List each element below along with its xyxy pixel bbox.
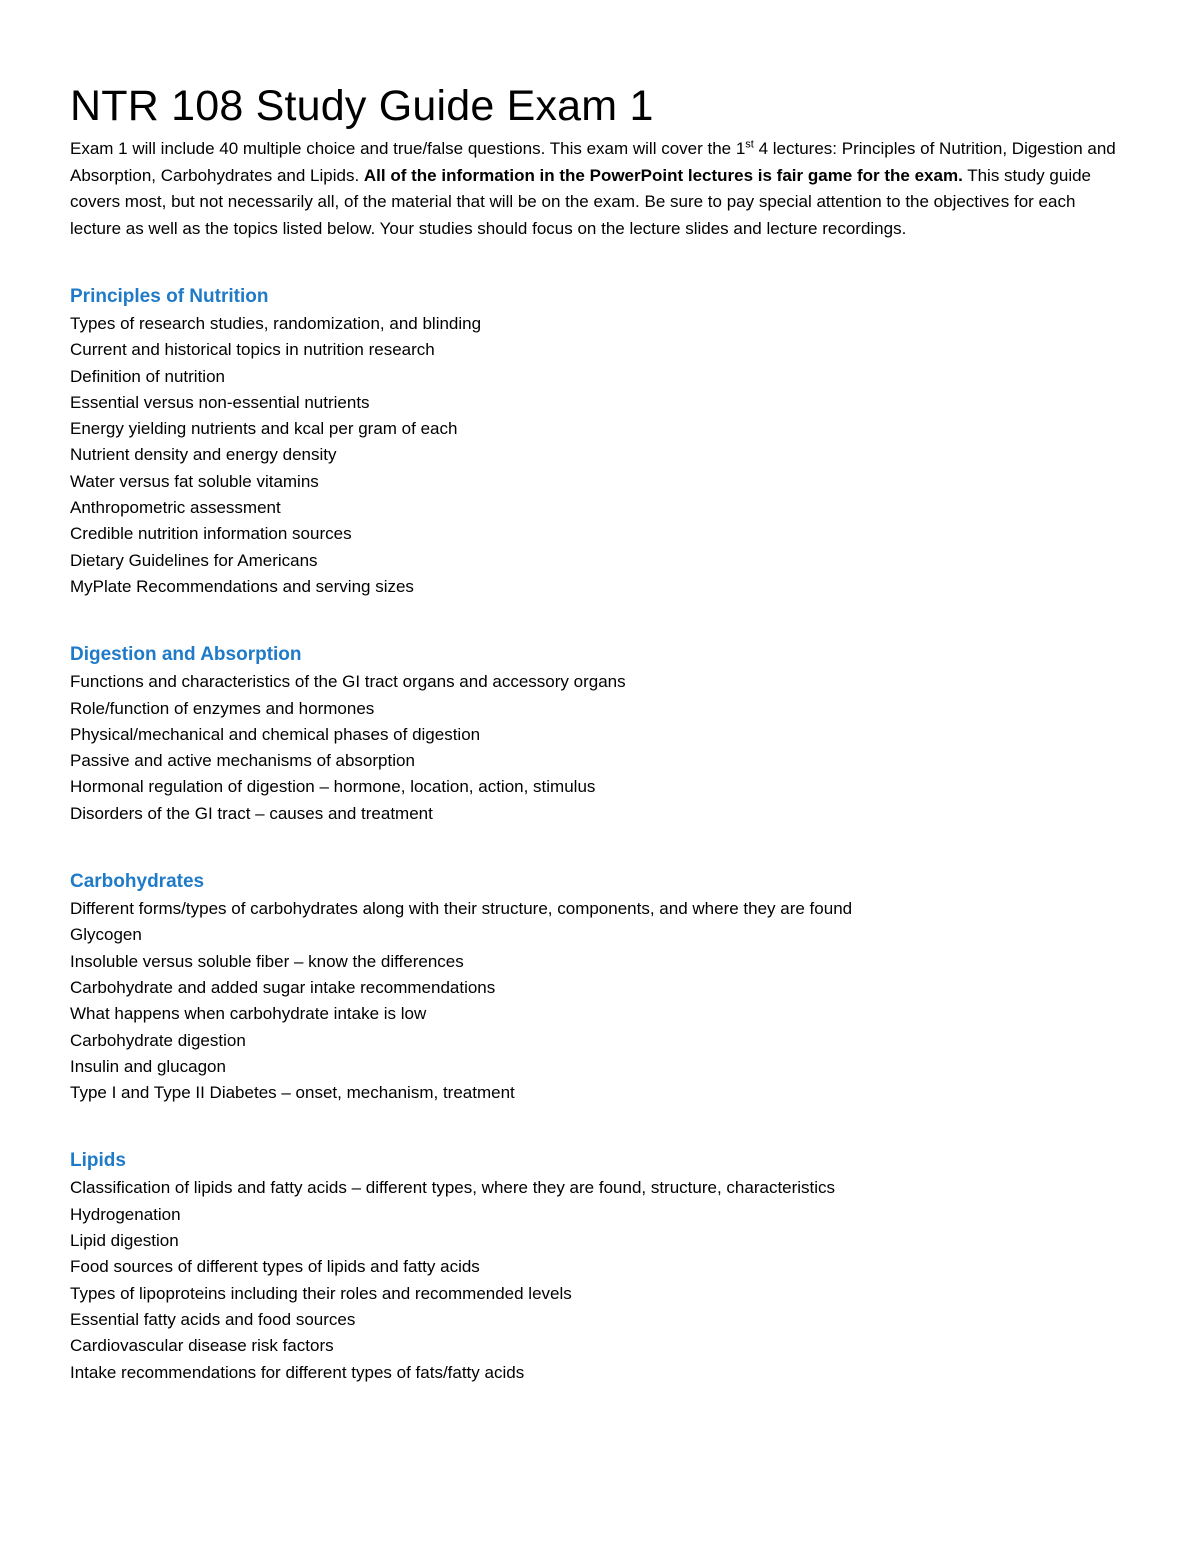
section-heading: Lipids: [70, 1150, 126, 1172]
topic-list: [70, 669, 1130, 827]
topic-item: Anthropometric assessment: [70, 498, 281, 518]
topic-item: Insulin and glucagon: [70, 1056, 226, 1076]
topic-item: Physical/mechanical and chemical phases of digestion: [70, 724, 481, 744]
topic-item: Credible nutrition information sources: [70, 524, 352, 544]
topic-item: Disorders of the GI tract – causes and treatment: [70, 803, 433, 823]
topic-item: MyPlate Recommendations and serving sizes: [70, 576, 414, 596]
sections-container: [70, 282, 1130, 1386]
topic-item: Intake recommendations for different types of fats/fatty acids: [70, 1362, 525, 1382]
topic-item: Current and historical topics in nutrition research: [70, 340, 435, 360]
intro-bold-statement: All of the information in the PowerPoint lectures is fair game for the exam.: [363, 165, 963, 185]
topic-item: Definition of nutrition: [70, 366, 225, 386]
intro-text-part1: Exam 1 will include 40 multiple choice and true/false questions. This exam will cover the 1: [70, 139, 746, 158]
intro-superscript: st: [745, 138, 754, 151]
section-lipids: [70, 1146, 1130, 1385]
section-heading: Principles of Nutrition: [70, 286, 269, 307]
topic-item: Insoluble versus soluble fiber – know the differences: [70, 951, 464, 971]
intro-text-part3: This study guide covers most, but not necessarily all, of the material that will be on the exam. Be sure to pay special attention to the objectives for each lecture as well as the topics listed below. Your studies should focus on the lecture slides and lecture recordings.: [70, 165, 1092, 238]
topic-item: Water versus fat soluble vitamins: [70, 471, 319, 491]
topic-item: Types of research studies, randomization, and blinding: [70, 314, 482, 333]
topic-item: Lipid digestion: [70, 1231, 179, 1251]
document-title: NTR 108 Study Guide Exam 1: [70, 82, 654, 130]
document-page: [70, 78, 1130, 1386]
topic-item: Cardiovascular disease risk factors: [70, 1336, 334, 1356]
topic-item: Hormonal regulation of digestion – hormone, location, action, stimulus: [70, 777, 596, 797]
topic-item: Different forms/types of carbohydrates along with their structure, components, and where they are found: [70, 899, 853, 919]
topic-item: Glycogen: [70, 925, 142, 945]
topic-item: What happens when carbohydrate intake is low: [70, 1004, 427, 1024]
topic-item: Essential fatty acids and food sources: [70, 1309, 356, 1329]
intro-paragraph: [70, 136, 1125, 242]
topic-item: Classification of lipids and fatty acids – different types, where they are found, structure, characteristics: [70, 1178, 836, 1198]
topic-list: [70, 1175, 1130, 1385]
topic-item: Type I and Type II Diabetes – onset, mechanism, treatment: [70, 1083, 515, 1103]
topic-list: [70, 311, 1130, 600]
intro-text-part2: 4 lectures: Principles of Nutrition, Digestion and Absorption, Carbohydrates and Lipids.: [70, 139, 1116, 185]
topic-item: Hydrogenation: [70, 1204, 181, 1224]
topic-item: Functions and characteristics of the GI tract organs and accessory organs: [70, 672, 626, 692]
section-digestion-and-absorption: [70, 640, 1130, 827]
section-heading: Carbohydrates: [70, 871, 205, 893]
topic-item: Types of lipoproteins including their roles and recommended levels: [70, 1283, 572, 1303]
topic-item: Energy yielding nutrients and kcal per gram of each: [70, 419, 458, 439]
topic-item: Essential versus non-essential nutrients: [70, 392, 370, 412]
topic-item: Dietary Guidelines for Americans: [70, 550, 318, 570]
section-principles-of-nutrition: [70, 282, 1130, 600]
topic-item: Carbohydrate and added sugar intake recommendations: [70, 977, 496, 997]
topic-item: Carbohydrate digestion: [70, 1030, 246, 1050]
topic-item: Food sources of different types of lipids and fatty acids: [70, 1257, 480, 1277]
topic-item: Nutrient density and energy density: [70, 445, 337, 465]
topic-item: Passive and active mechanisms of absorption: [70, 751, 415, 771]
topic-list: [70, 896, 1130, 1106]
topic-item: Role/function of enzymes and hormones: [70, 698, 375, 718]
section-heading: Digestion and Absorption: [70, 644, 302, 666]
section-carbohydrates: [70, 867, 1130, 1106]
